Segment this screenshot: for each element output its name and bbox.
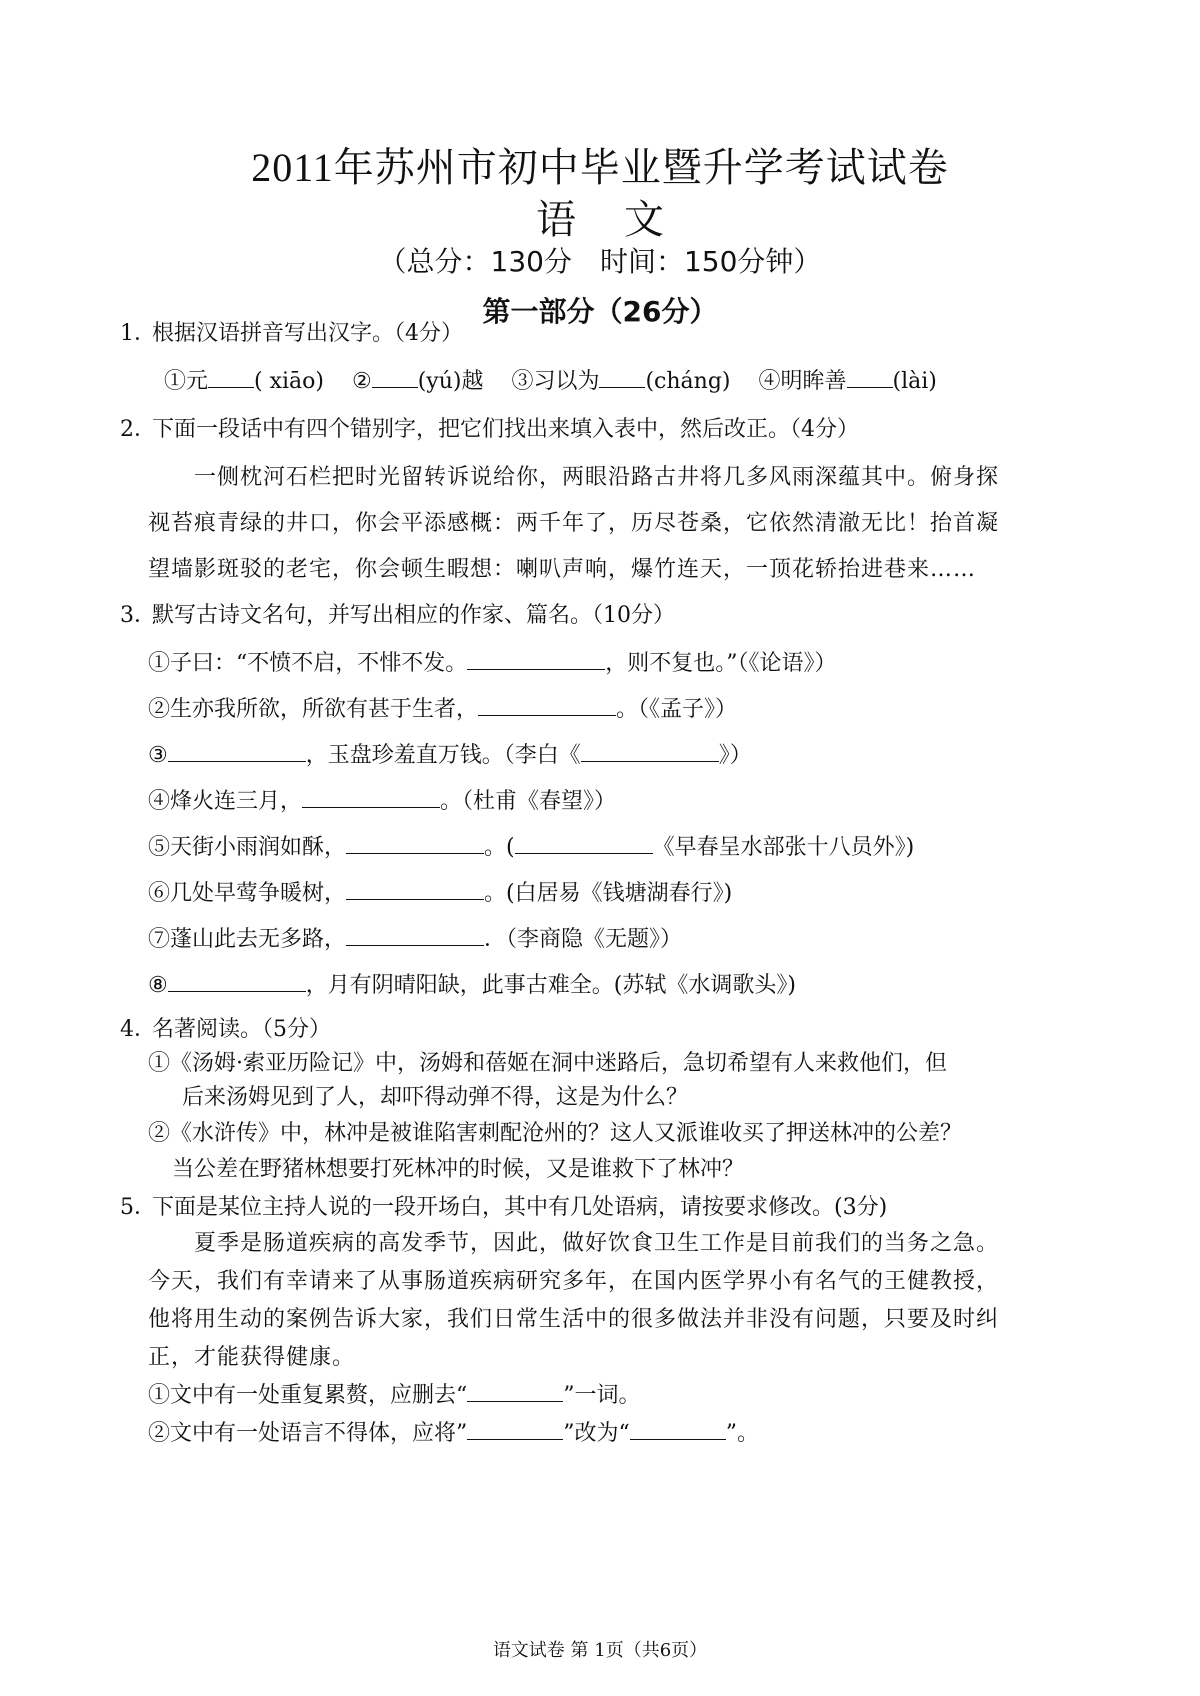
question-4 <box>120 1012 331 1043</box>
q3-item: ①子曰：“不愤不启，不悱不发。 ，则不复也。”（《论语》） <box>148 651 837 676</box>
question-text: 名著阅读。（5分） <box>152 1017 331 1042</box>
subject-char-2: 文 <box>624 197 664 243</box>
answer-blank[interactable] <box>581 741 719 762</box>
q1-item: ①元 ( xiāo) <box>164 369 324 394</box>
question-number: 2． <box>120 417 156 442</box>
question-number: 3． <box>120 603 156 628</box>
q2-passage-line: 一侧枕河石栏把时光留转诉说给你，两眼沿路古井将几多风雨深蕴其中。俯身探 <box>194 465 1000 490</box>
q3-item: ⑤天街小雨润如酥， 。( 《早春呈水部张十八员外》) <box>148 835 915 860</box>
q4-line: 后来汤姆见到了人，却吓得动弹不得，这是为什么？ <box>182 1085 689 1110</box>
question-3 <box>120 598 675 629</box>
q5-passage-line: 夏季是肠道疾病的高发季节，因此，做好饮食卫生工作是目前我们的当务之急。 <box>194 1231 1000 1256</box>
answer-blank[interactable] <box>630 1419 726 1440</box>
exam-meta: （总分：130分 时间：150分钟） <box>378 245 822 278</box>
part-heading: 第一部分（26分） <box>482 295 718 328</box>
q1-item: ③习以为 (cháng) <box>511 369 731 394</box>
answer-blank[interactable] <box>847 367 893 388</box>
question-2 <box>120 412 859 443</box>
answer-blank[interactable] <box>467 649 605 670</box>
answer-blank[interactable] <box>168 971 306 992</box>
q3-item: ③ ，玉盘珍羞直万钱。（李白《 》） <box>148 743 752 768</box>
answer-blank[interactable] <box>515 833 653 854</box>
answer-blank[interactable] <box>168 741 306 762</box>
q5-sub-2: ②文中有一处语言不得体，应将” ”改为“ ”。 <box>148 1421 759 1446</box>
q5-sub-1: ①文中有一处重复累赘，应删去“ ”一词。 <box>148 1383 641 1408</box>
q5-passage-line: 正，才能获得健康。 <box>148 1345 356 1370</box>
question-text: 默写古诗文名句，并写出相应的作家、篇名。（10分） <box>152 603 675 628</box>
exam-title: 2011年苏州市初中毕业暨升学考试试卷 <box>251 145 949 190</box>
question-5 <box>120 1190 887 1221</box>
answer-blank[interactable] <box>478 695 616 716</box>
q3-item: ⑦蓬山此去无多路， ．（李商隐《无题》） <box>148 927 683 952</box>
q2-passage-line: 视苔痕青绿的井口，你会平添感概：两千年了，历尽苍桑，它依然清澈无比！抬首凝 <box>148 511 1000 536</box>
q4-line: ②《水浒传》中，林冲是被谁陷害刺配沧州的？这人又派谁收买了押送林冲的公差？ <box>148 1121 963 1146</box>
page-footer: 语文试卷 第 1页（共6页） <box>492 1640 708 1661</box>
q5-passage-line: 今天，我们有幸请来了从事肠道疾病研究多年，在国内医学界小有名气的王健教授， <box>148 1269 1000 1294</box>
q3-item: ⑥几处早莺争暖树， 。(白居易《钱塘湖春行》) <box>148 881 733 906</box>
q4-line: 当公差在野猪林想要打死林冲的时候，又是谁救下了林冲？ <box>172 1157 745 1182</box>
q3-item: ④烽火连三月， 。（杜甫《春望》） <box>148 789 617 814</box>
q3-item: ②生亦我所欲，所欲有甚于生者， 。（《孟子》） <box>148 697 738 722</box>
answer-blank[interactable] <box>346 925 484 946</box>
answer-blank[interactable] <box>302 787 440 808</box>
q2-passage-line: 望墙影斑驳的老宅，你会顿生暇想：喇叭声响，爆竹连天，一顶花轿抬进巷来…… <box>148 557 977 582</box>
answer-blank[interactable] <box>467 1381 563 1402</box>
answer-blank[interactable] <box>208 367 254 388</box>
question-text: 根据汉语拼音写出汉字。（4分） <box>152 321 463 346</box>
answer-blank[interactable] <box>599 367 645 388</box>
q1-item: ② (yú)越 <box>351 369 484 394</box>
subject-heading <box>0 188 1200 245</box>
question-number: 1． <box>120 321 156 346</box>
question-text: 下面一段话中有四个错别字，把它们找出来填入表中，然后改正。（4分） <box>152 417 859 442</box>
q3-item: ⑧ ，月有阴晴阳缺，此事古难全。(苏轼《水调歌头》) <box>148 973 796 998</box>
question-number: 5． <box>120 1195 156 1220</box>
subject-char-1: 语 <box>536 197 576 243</box>
question-1 <box>120 316 463 347</box>
question-text: 下面是某位主持人说的一段开场白，其中有几处语病，请按要求修改。(3分) <box>152 1195 888 1220</box>
answer-blank[interactable] <box>467 1419 563 1440</box>
answer-blank[interactable] <box>346 879 484 900</box>
q4-line: ①《汤姆·索亚历险记》中，汤姆和蓓姬在洞中迷路后，急切希望有人来救他们，但 <box>148 1051 947 1076</box>
question-number: 4． <box>120 1017 156 1042</box>
answer-blank[interactable] <box>372 367 418 388</box>
q1-items <box>164 364 937 395</box>
q5-passage-line: 他将用生动的案例告诉大家，我们日常生活中的很多做法并非没有问题，只要及时纠 <box>148 1307 1000 1332</box>
q1-item: ④明眸善 (lài) <box>758 369 937 394</box>
answer-blank[interactable] <box>346 833 484 854</box>
